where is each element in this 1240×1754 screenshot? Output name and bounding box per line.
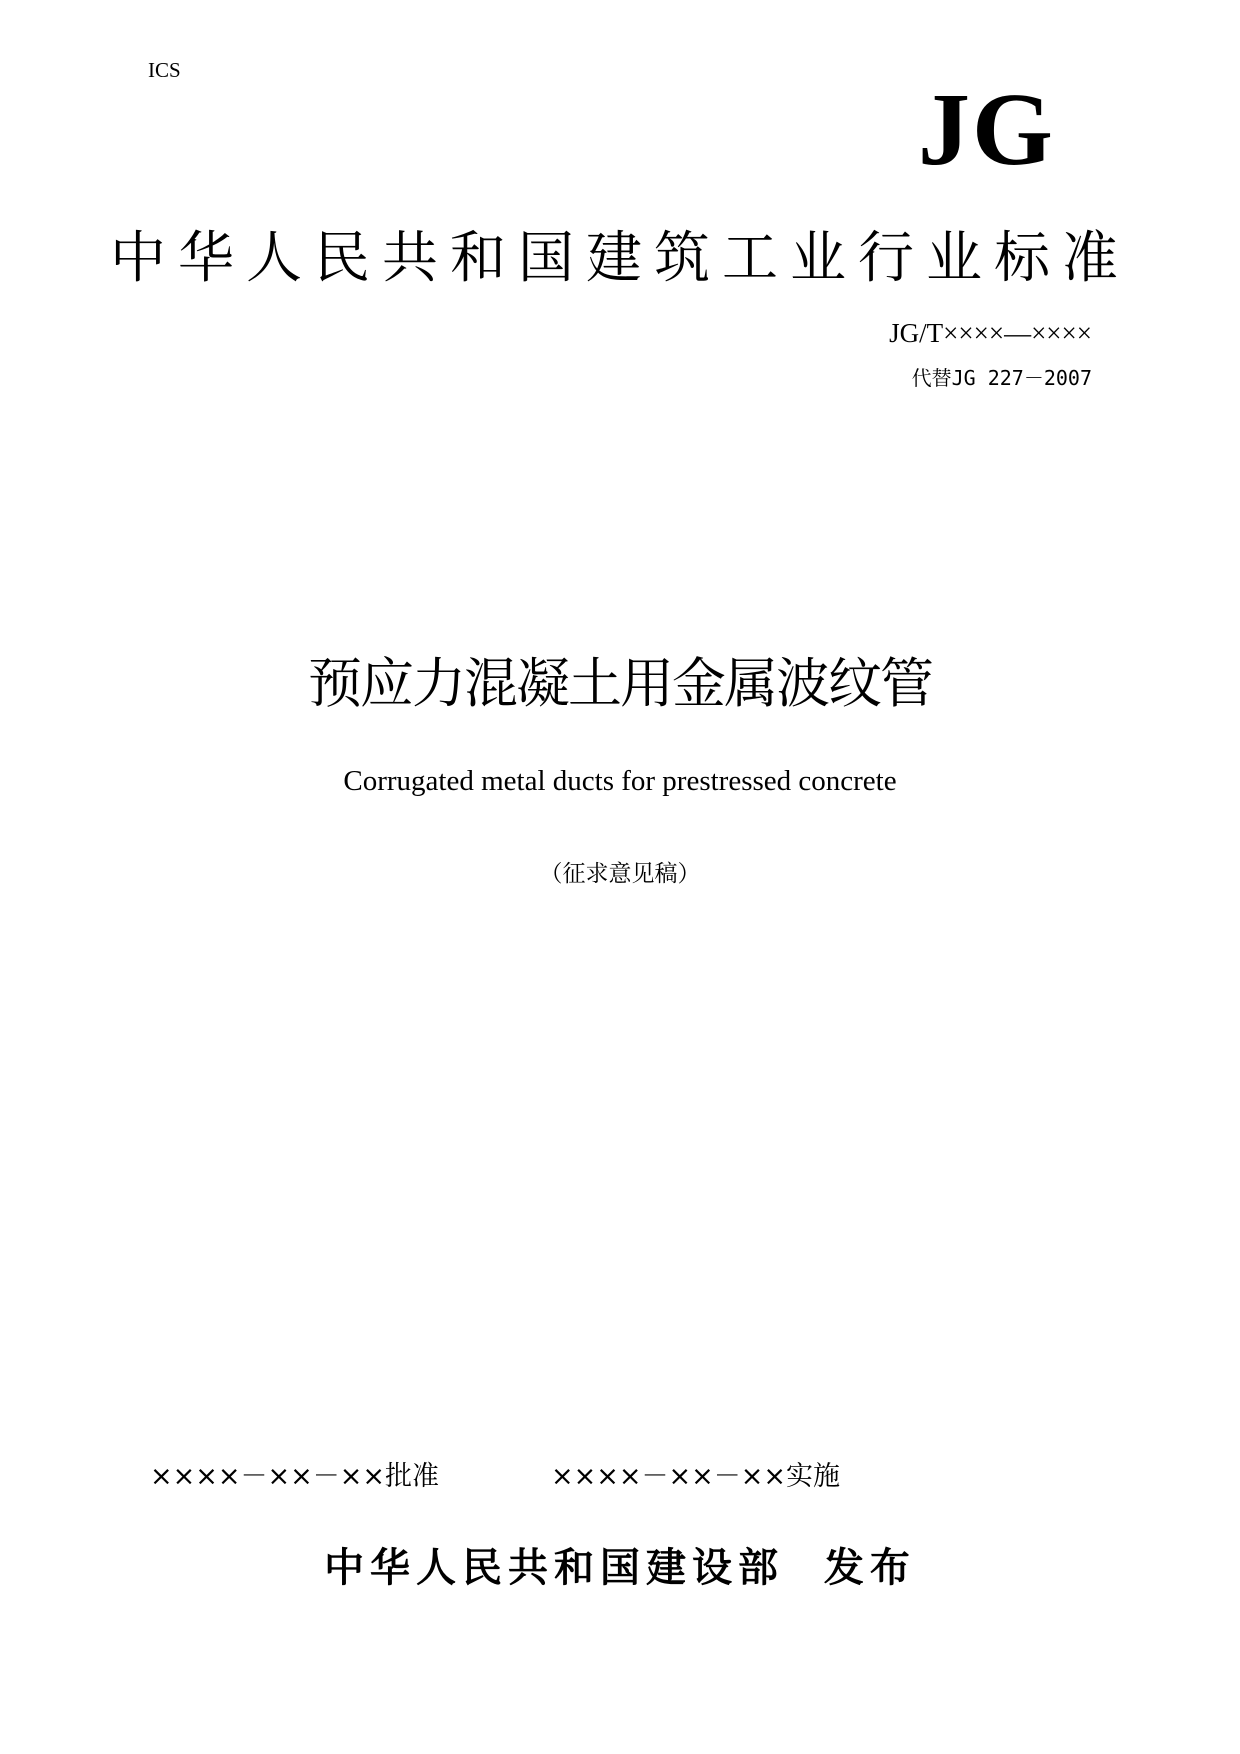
draft-status: （征求意见稿） xyxy=(539,861,701,887)
effective-date: ××××－××－××实施 xyxy=(551,1461,840,1492)
approval-date: ××××－××－××批准 xyxy=(150,1461,439,1492)
document-title-en: Corrugated metal ducts for prestressed concrete xyxy=(343,765,897,797)
publisher: 中华人民共和国建设部 发布 xyxy=(324,1545,916,1591)
jg-logo: JG xyxy=(918,72,1055,187)
ics-label: ICS xyxy=(148,58,181,82)
standard-category-title: 中华人民共和国建筑工业行业标准 xyxy=(110,226,1130,291)
document-title-cn: 预应力混凝土用金属波纹管 xyxy=(308,652,932,715)
standard-number: JG/T××××—×××× xyxy=(889,318,1092,348)
replaces-standard: 代替JG 227－2007 xyxy=(911,366,1092,390)
